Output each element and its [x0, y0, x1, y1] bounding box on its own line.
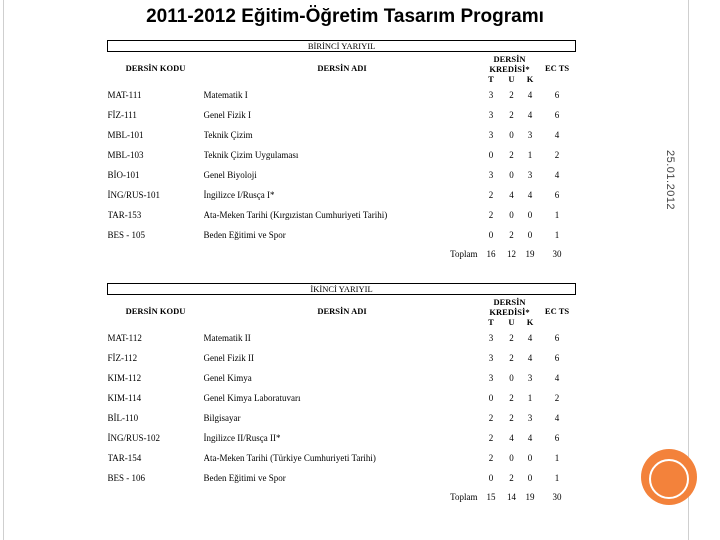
total-t: 16 — [486, 249, 496, 260]
course-name: Ata-Meken Tarihi (Kırgızistan Cumhuriyeti Tarihi) — [203, 210, 388, 221]
total-spacer — [204, 488, 381, 506]
credit-u: 2 — [509, 352, 514, 363]
course-code: BİO-101 — [107, 169, 140, 180]
course-name: İngilizce II/Rusça II* — [203, 433, 281, 444]
total-ects: 30 — [552, 492, 562, 503]
credit-t: 0 — [488, 149, 494, 160]
credit-t: 2 — [488, 453, 494, 464]
ects-value: 6 — [554, 89, 560, 100]
credit-u: 2 — [509, 392, 514, 403]
ects-value: 4 — [554, 412, 560, 423]
course-row — [108, 105, 576, 125]
credit-t: 3 — [488, 109, 494, 120]
course-row — [108, 408, 576, 428]
decorative-circle-ring — [649, 459, 689, 499]
course-code: KIM-114 — [107, 392, 142, 403]
course-code: FİZ-112 — [107, 352, 138, 363]
course-code: İNG/RUS-101 — [107, 190, 161, 201]
col-header-u: U — [508, 74, 515, 84]
course-row — [108, 225, 576, 245]
credit-k: 4 — [527, 332, 533, 343]
ects-value: 4 — [554, 129, 560, 140]
ects-value: 6 — [554, 433, 560, 444]
credit-k: 0 — [527, 210, 533, 221]
course-row — [108, 165, 576, 185]
course-row — [108, 205, 576, 225]
course-name: Beden Eğitimi ve Spor — [203, 230, 286, 241]
col-header-k: K — [526, 74, 534, 84]
course-code: MAT-112 — [107, 332, 142, 343]
course-code: BES - 106 — [107, 473, 146, 484]
credit-k: 4 — [527, 89, 533, 100]
date-stamp: 25.01.2012 — [664, 150, 676, 211]
credit-t: 2 — [488, 190, 494, 201]
total-spacer — [108, 245, 204, 263]
credit-u: 4 — [509, 190, 514, 201]
course-name: Beden Eğitimi ve Spor — [203, 473, 286, 484]
column-header-row — [108, 295, 576, 317]
credit-k: 4 — [527, 433, 533, 444]
course-name: Genel Fizik II — [203, 352, 254, 363]
ects-value: 1 — [554, 210, 560, 221]
total-row — [108, 245, 576, 263]
course-row — [108, 388, 576, 408]
ects-value: 6 — [554, 352, 560, 363]
course-name: Matematik I — [203, 89, 248, 100]
col-header-code: DERSİN KODU — [125, 306, 186, 317]
credit-t: 3 — [488, 332, 494, 343]
credit-t: 3 — [488, 372, 494, 383]
col-header-ects: EC TS — [544, 306, 570, 317]
page-title: 2011-2012 Eğitim-Öğretim Tasarım Programı — [146, 6, 544, 27]
credit-t: 3 — [488, 352, 494, 363]
credit-u: 2 — [509, 473, 514, 484]
course-name: Ata-Meken Tarihi (Türkiye Cumhuriyeti Tarihi) — [203, 453, 376, 464]
credit-u: 2 — [509, 332, 514, 343]
course-name: Genel Biyoloji — [203, 169, 257, 180]
credit-u: 2 — [509, 89, 514, 100]
ects-value: 2 — [554, 392, 560, 403]
course-name: Teknik Çizim Uygulaması — [203, 149, 299, 160]
total-t: 15 — [486, 492, 496, 503]
semester-label: BİRİNCİ YARIYIL — [108, 41, 576, 52]
course-row — [108, 145, 576, 165]
semester-header-row — [108, 284, 576, 295]
credit-k: 3 — [527, 412, 533, 423]
ects-value: 4 — [554, 169, 560, 180]
course-code: MBL-103 — [107, 149, 144, 160]
course-name: Bilgisayar — [203, 412, 241, 423]
semester-table-2 — [107, 283, 576, 506]
credit-t: 0 — [488, 392, 494, 403]
ects-value: 6 — [554, 332, 560, 343]
col-header-k: K — [526, 317, 534, 327]
course-code: MBL-101 — [107, 129, 144, 140]
course-code: TAR-154 — [107, 453, 142, 464]
total-spacer — [204, 245, 381, 263]
col-header-ects: EC TS — [544, 63, 570, 74]
course-row — [108, 85, 576, 105]
credit-k: 0 — [527, 453, 533, 464]
credit-u: 0 — [509, 210, 514, 221]
course-row — [108, 348, 576, 368]
credit-k: 4 — [527, 190, 533, 201]
credit-t: 3 — [488, 89, 494, 100]
course-code: TAR-153 — [107, 210, 142, 221]
credit-k: 3 — [527, 129, 533, 140]
course-name: Teknik Çizim — [203, 129, 253, 140]
credit-k: 4 — [527, 109, 533, 120]
ects-value: 4 — [554, 372, 560, 383]
course-row — [108, 428, 576, 448]
course-name: İngilizce I/Rusça I* — [203, 190, 275, 201]
semester-table-1 — [107, 40, 576, 263]
col-header-name: DERSİN ADI — [317, 306, 367, 317]
course-row — [108, 368, 576, 388]
credit-t: 2 — [488, 433, 494, 444]
credit-u: 0 — [509, 129, 514, 140]
column-header-row — [108, 52, 576, 74]
credit-u: 0 — [509, 169, 514, 180]
course-code: İNG/RUS-102 — [107, 433, 161, 444]
col-header-u: U — [508, 317, 515, 327]
credit-k: 3 — [527, 169, 533, 180]
credit-t: 0 — [488, 473, 494, 484]
slide-border-left — [3, 0, 4, 540]
course-row — [108, 185, 576, 205]
credit-k: 1 — [527, 392, 533, 403]
col-header-t: T — [488, 74, 494, 84]
col-header-name: DERSİN ADI — [317, 63, 367, 74]
course-row — [108, 328, 576, 348]
credit-t: 2 — [488, 412, 494, 423]
credit-t: 0 — [488, 230, 494, 241]
credit-u: 2 — [509, 109, 514, 120]
ects-value: 6 — [554, 190, 560, 201]
ects-value: 2 — [554, 149, 560, 160]
credit-u: 2 — [509, 149, 514, 160]
course-code: MAT-111 — [107, 89, 142, 100]
col-header-credit: DERSİN KREDİSİ* — [489, 296, 530, 317]
semester-header-row — [108, 41, 576, 52]
course-code: BES - 105 — [107, 230, 146, 241]
total-u: 14 — [507, 492, 516, 503]
credit-k: 0 — [527, 230, 533, 241]
credit-u: 2 — [509, 230, 514, 241]
course-name: Genel Kimya Laboratuvarı — [203, 392, 301, 403]
credit-t: 2 — [488, 210, 494, 221]
ects-value: 1 — [554, 230, 560, 241]
semester-label: İKİNCİ YARIYIL — [108, 284, 576, 295]
credit-u: 0 — [509, 453, 514, 464]
course-name: Genel Fizik I — [203, 109, 251, 120]
ects-value: 1 — [554, 453, 560, 464]
ects-value: 1 — [554, 473, 560, 484]
credit-k: 1 — [527, 149, 533, 160]
total-label: Toplam — [450, 249, 478, 260]
course-row — [108, 125, 576, 145]
credit-k: 0 — [527, 473, 533, 484]
credit-u: 2 — [509, 412, 514, 423]
course-name: Genel Kimya — [203, 372, 252, 383]
course-code: BİL-110 — [107, 412, 139, 423]
total-u: 12 — [507, 249, 516, 260]
credit-k: 4 — [527, 352, 533, 363]
ects-value: 6 — [554, 109, 560, 120]
total-k: 19 — [525, 492, 535, 503]
total-label: Toplam — [450, 492, 478, 503]
col-header-code: DERSİN KODU — [125, 63, 186, 74]
total-row — [108, 488, 576, 506]
credit-t: 3 — [488, 129, 494, 140]
total-k: 19 — [525, 249, 535, 260]
credit-u: 4 — [509, 433, 514, 444]
course-name: Matematik II — [203, 332, 251, 343]
course-code: KIM-112 — [107, 372, 142, 383]
credit-u: 0 — [509, 372, 514, 383]
total-spacer — [108, 488, 204, 506]
col-header-credit: DERSİN KREDİSİ* — [489, 53, 530, 74]
col-header-t: T — [488, 317, 494, 327]
credit-t: 3 — [488, 169, 494, 180]
course-row — [108, 468, 576, 488]
total-ects: 30 — [552, 249, 562, 260]
credit-k: 3 — [527, 372, 533, 383]
course-code: FİZ-111 — [107, 109, 137, 120]
course-row — [108, 448, 576, 468]
